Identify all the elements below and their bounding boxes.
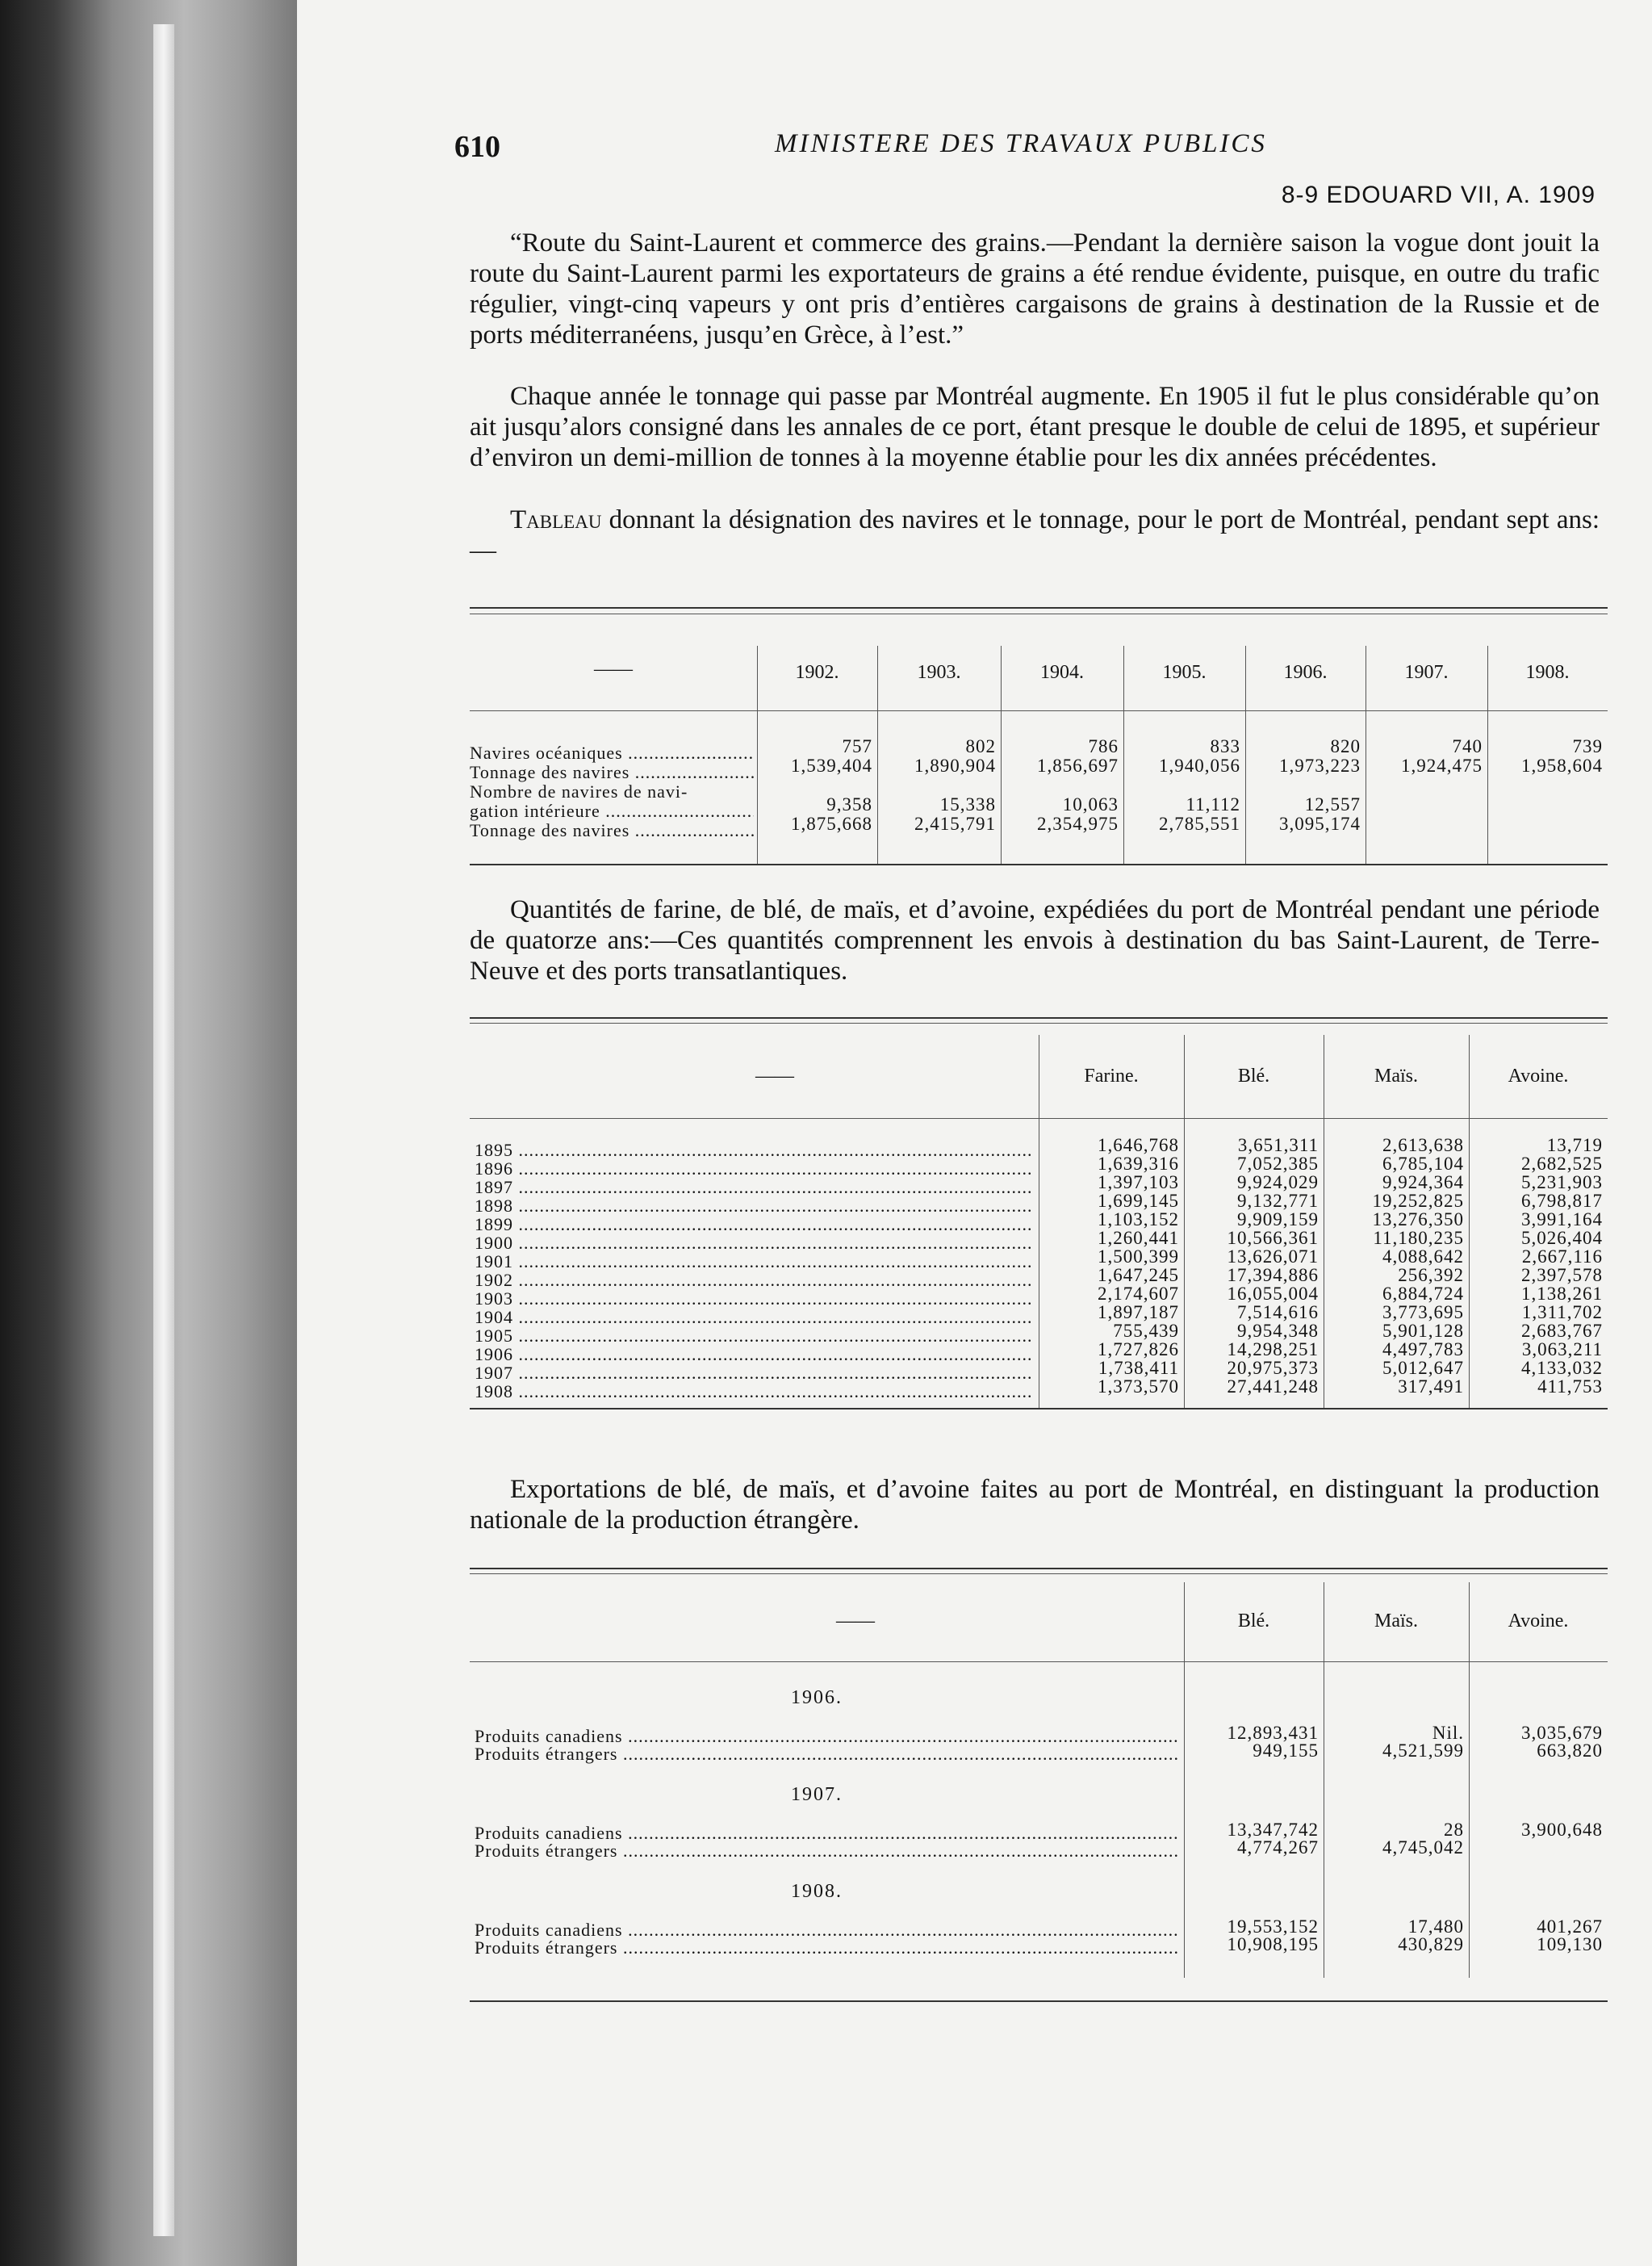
table2-cell: 1,103,152 xyxy=(1098,1209,1179,1229)
table1-year-header: 1905. xyxy=(1162,662,1207,683)
exports-paragraph: Exportations de blé, de maïs, et d’avoine faites au port de Montréal, en distinguant la production nationale de la production étrangère. xyxy=(470,1475,1600,1535)
table3-section-year: 1906. xyxy=(791,1687,843,1708)
table1-stub-header: —— xyxy=(594,659,633,680)
table1-cell: 2,415,791 xyxy=(914,814,996,834)
table3-stub-header: —— xyxy=(836,1610,875,1631)
table2-row-year: 1908 ..... xyxy=(475,1381,1033,1402)
table2-row-year: 1903 ..... xyxy=(475,1288,1033,1309)
table3-section-year: 1907. xyxy=(791,1784,843,1805)
table2-cell: 9,132,771 xyxy=(1237,1191,1319,1211)
table2-cell: 9,954,348 xyxy=(1237,1321,1319,1341)
table2-row-year: 1899 ..... xyxy=(475,1214,1033,1235)
table3-cell: 949,155 xyxy=(1253,1740,1319,1761)
table3-column-header: Avoine. xyxy=(1508,1610,1569,1631)
table3-row-label: Produits étrangers ..... xyxy=(475,1744,1178,1765)
table2-cell: 3,773,695 xyxy=(1382,1302,1464,1322)
table2-cell: 2,683,767 xyxy=(1521,1321,1603,1341)
table2-cell: 1,500,399 xyxy=(1098,1246,1179,1267)
table1-row-label: Tonnage des navires ..... xyxy=(470,820,754,841)
table3-cell: 3,035,679 xyxy=(1521,1723,1603,1743)
table2-cell: 14,298,251 xyxy=(1227,1339,1319,1359)
table3-section-year: 1908. xyxy=(791,1881,843,1902)
table2-column-header: Blé. xyxy=(1237,1066,1270,1087)
table3-cell: 4,774,267 xyxy=(1237,1837,1319,1858)
table2-row-year: 1898 ..... xyxy=(475,1196,1033,1217)
table1-cell: 1,924,475 xyxy=(1401,756,1483,776)
table2-cell: 16,055,004 xyxy=(1227,1284,1319,1304)
table2-column-header: Avoine. xyxy=(1508,1066,1569,1087)
table3-row-label: Produits canadiens ..... xyxy=(475,1920,1178,1941)
table1-year-header: 1906. xyxy=(1283,662,1328,683)
table2-cell: 5,901,128 xyxy=(1382,1321,1464,1341)
table2-cell: 3,991,164 xyxy=(1521,1209,1603,1229)
table3-cell: 13,347,742 xyxy=(1227,1820,1319,1840)
table3-cell: 4,745,042 xyxy=(1382,1837,1464,1858)
table2-row-year: 1904 ..... xyxy=(475,1307,1033,1328)
table2-cell: 7,514,616 xyxy=(1237,1302,1319,1322)
table1-cell: 802 xyxy=(965,736,996,756)
table1-cell: 1,958,604 xyxy=(1521,756,1603,776)
table2-cell: 755,439 xyxy=(1113,1321,1179,1341)
table2-cell: 6,785,104 xyxy=(1382,1154,1464,1174)
table2-cell: 256,392 xyxy=(1398,1265,1464,1285)
table2-cell: 5,026,404 xyxy=(1521,1228,1603,1248)
table2-cell: 1,639,316 xyxy=(1098,1154,1179,1174)
table2-cell: 3,651,311 xyxy=(1237,1135,1319,1155)
table1-row-label: Navires océaniques ..... xyxy=(470,743,754,764)
tableau-intro xyxy=(470,505,1600,566)
table1-cell: 1,890,904 xyxy=(914,756,996,776)
table1-cell: 3,095,174 xyxy=(1279,814,1361,834)
table2-cell: 2,613,638 xyxy=(1382,1135,1464,1155)
table2-cell: 9,924,364 xyxy=(1382,1172,1464,1192)
table2-cell: 11,180,235 xyxy=(1373,1228,1464,1248)
table3-row-label: Produits canadiens ..... xyxy=(475,1823,1178,1844)
table2-cell: 2,397,578 xyxy=(1521,1265,1603,1285)
table2-cell: 13,276,350 xyxy=(1372,1209,1464,1229)
table2-cell: 5,012,647 xyxy=(1382,1358,1464,1378)
table2-cell: 1,738,411 xyxy=(1098,1358,1179,1378)
page-number: 610 xyxy=(454,130,500,164)
table1-cell: 757 xyxy=(842,736,872,756)
table1-cell: 1,875,668 xyxy=(791,814,872,834)
table1-row-label: Nombre de navires de navi- xyxy=(470,781,688,802)
table2-cell: 20,975,373 xyxy=(1227,1358,1319,1378)
table2-cell: 9,909,159 xyxy=(1237,1209,1319,1229)
table1-cell: 1,539,404 xyxy=(791,756,872,776)
table2-cell: 4,088,642 xyxy=(1382,1246,1464,1267)
table1-year-header: 1904. xyxy=(1040,662,1084,683)
table1-year-header: 1908. xyxy=(1525,662,1570,683)
table1-cell: 10,063 xyxy=(1062,794,1119,815)
table1-cell: 2,785,551 xyxy=(1159,814,1240,834)
quantities-paragraph: Quantités de farine, de blé, de maïs, et d’avoine, expédiées du port de Montréal pendant une période de quatorze ans:—Ces quantités comprennent les envois à destination du bas Saint-Laurent, de Terre-Neuve et des ports transatlantiques. xyxy=(470,895,1600,986)
table3-cell: 17,480 xyxy=(1407,1916,1464,1937)
table1-cell: 786 xyxy=(1088,736,1119,756)
tableau-text: donnant la désignation des navires et le tonnage, pour le port de Montréal, pendant sept ans:— xyxy=(470,505,1600,565)
table1-row-label: Tonnage des navires ..... xyxy=(470,762,754,783)
table3-cell: 28 xyxy=(1444,1820,1464,1840)
table3-cell: 430,829 xyxy=(1398,1934,1464,1954)
table1-cell: 12,557 xyxy=(1304,794,1361,815)
table2-cell: 27,441,248 xyxy=(1227,1376,1319,1397)
quote-paragraph: “Route du Saint-Laurent et commerce des grains.—Pendant la dernière saison la vogue dont jouit la route du Saint-Laurent parmi les exportateurs de grains a été rendue évidente, puisque, en outre du trafic régulier, vingt-cinq vapeurs y ont pris d’entières cargaisons de grains à destination de la Russie et de ports méditerranéens, jusqu’en Grèce, à l’est.” xyxy=(470,228,1600,350)
table3-cell: 401,267 xyxy=(1537,1916,1603,1937)
table2-cell: 2,667,116 xyxy=(1521,1246,1603,1267)
table2-cell: 9,924,029 xyxy=(1237,1172,1319,1192)
table1-cell: 15,338 xyxy=(939,794,996,815)
table1-cell: 739 xyxy=(1572,736,1603,756)
table3-cell: 10,908,195 xyxy=(1227,1934,1319,1954)
table2-row-year: 1900 ..... xyxy=(475,1233,1033,1254)
table2-row-year: 1906 ..... xyxy=(475,1344,1033,1365)
table2-cell: 2,682,525 xyxy=(1521,1154,1603,1174)
table1-year-header: 1903. xyxy=(917,662,961,683)
table3-cell: 19,553,152 xyxy=(1227,1916,1319,1937)
table2-cell: 7,052,385 xyxy=(1237,1154,1319,1174)
table2-cell: 3,063,211 xyxy=(1521,1339,1603,1359)
table2-cell: 4,133,032 xyxy=(1521,1358,1603,1378)
table1-cell: 11,112 xyxy=(1186,794,1240,815)
table2-row-year: 1895 ..... xyxy=(475,1140,1033,1161)
table1-cell: 2,354,975 xyxy=(1037,814,1119,834)
table2-cell: 1,647,245 xyxy=(1098,1265,1179,1285)
table3-cell: 4,521,599 xyxy=(1382,1740,1464,1761)
table3-cell: 663,820 xyxy=(1537,1740,1603,1761)
table2-cell: 19,252,825 xyxy=(1372,1191,1464,1211)
table2-stub-header: —— xyxy=(755,1066,794,1087)
table2-column-header: Maïs. xyxy=(1374,1066,1418,1087)
table3-row-label: Produits étrangers ..... xyxy=(475,1841,1178,1862)
table2-cell: 6,798,817 xyxy=(1521,1191,1603,1211)
table2-cell: 1,727,826 xyxy=(1098,1339,1179,1359)
table3-cell: 12,893,431 xyxy=(1227,1723,1319,1743)
tableau-word: Tableau xyxy=(510,505,602,534)
table2-cell: 1,397,103 xyxy=(1098,1172,1179,1192)
table1-cell: 1,973,223 xyxy=(1279,756,1361,776)
table2-cell: 1,311,702 xyxy=(1521,1302,1603,1322)
table2-row-year: 1905 ..... xyxy=(475,1326,1033,1347)
table2-row-year: 1902 ..... xyxy=(475,1270,1033,1291)
table3-cell: 3,900,648 xyxy=(1521,1820,1603,1840)
table2-cell: 2,174,607 xyxy=(1098,1284,1179,1304)
table1-cell: 740 xyxy=(1452,736,1483,756)
table3-column-header: Maïs. xyxy=(1374,1610,1418,1631)
table3-row-label: Produits étrangers ..... xyxy=(475,1937,1178,1958)
table3-cell: Nil. xyxy=(1432,1723,1464,1743)
table2-cell: 13,719 xyxy=(1546,1135,1603,1155)
table1-year-header: 1907. xyxy=(1404,662,1449,683)
table2-cell: 1,699,145 xyxy=(1098,1191,1179,1211)
table2-row-year: 1897 ..... xyxy=(475,1177,1033,1198)
table3-cell: 109,130 xyxy=(1537,1934,1603,1954)
table2-row-year: 1907 ..... xyxy=(475,1363,1033,1384)
table1-cell: 9,358 xyxy=(826,794,872,815)
table2-cell: 317,491 xyxy=(1398,1376,1464,1397)
table2-row-year: 1901 ..... xyxy=(475,1251,1033,1272)
table2-row-year: 1896 ..... xyxy=(475,1158,1033,1179)
table1-cell: 833 xyxy=(1210,736,1240,756)
table2-cell: 1,646,768 xyxy=(1098,1135,1179,1155)
table1-cell: 820 xyxy=(1330,736,1361,756)
table2-cell: 5,231,903 xyxy=(1521,1172,1603,1192)
table2-cell: 1,138,261 xyxy=(1521,1284,1603,1304)
table2-cell: 6,884,724 xyxy=(1382,1284,1464,1304)
table2-cell: 1,260,441 xyxy=(1098,1228,1179,1248)
table2-cell: 1,897,187 xyxy=(1098,1302,1179,1322)
running-title: MINISTERE DES TRAVAUX PUBLICS xyxy=(775,129,1267,158)
table1-cell: 1,940,056 xyxy=(1159,756,1240,776)
table2-cell: 1,373,570 xyxy=(1098,1376,1179,1397)
book-binding xyxy=(0,0,297,2266)
table2-cell: 4,497,783 xyxy=(1382,1339,1464,1359)
table2-cell: 17,394,886 xyxy=(1227,1265,1319,1285)
table2-cell: 13,626,071 xyxy=(1227,1246,1319,1267)
tonnage-paragraph: Chaque année le tonnage qui passe par Montréal augmente. En 1905 il fut le plus considérable qu’on ait jusqu’alors consigné dans les annales de ce port, étant presque le double de celui de 1895, et supérieur d’environ un demi-million de tonnes à la moyenne établie pour les dix années précédentes. xyxy=(470,382,1600,472)
table2-column-header: Farine. xyxy=(1084,1066,1139,1087)
table1-cell: 1,856,697 xyxy=(1037,756,1119,776)
table3-row-label: Produits canadiens ..... xyxy=(475,1726,1178,1747)
table1-row-label: gation intérieure ..... xyxy=(470,801,754,822)
table2-cell: 411,753 xyxy=(1537,1376,1603,1397)
table3-column-header: Blé. xyxy=(1237,1610,1270,1631)
page-stack-edge xyxy=(153,24,174,2236)
session-line: 8-9 EDOUARD VII, A. 1909 xyxy=(1281,182,1596,208)
table2-cell: 10,566,361 xyxy=(1227,1228,1319,1248)
table1-year-header: 1902. xyxy=(795,662,839,683)
